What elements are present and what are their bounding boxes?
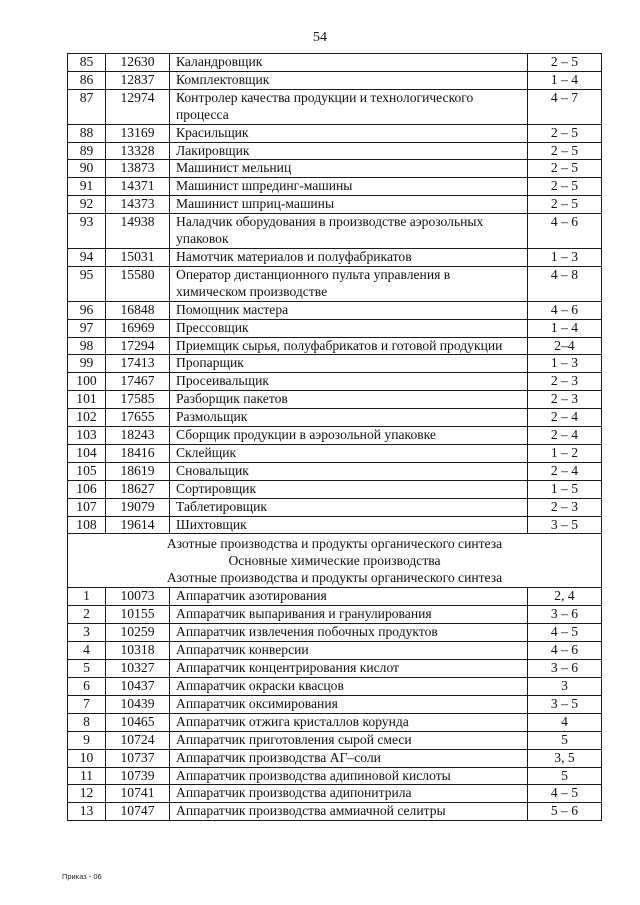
row-number: 4	[68, 642, 106, 660]
profession-code: 10318	[106, 642, 170, 660]
row-number: 11	[68, 767, 106, 785]
profession-code: 17413	[106, 355, 170, 373]
table-row	[68, 54, 602, 72]
profession-code: 18627	[106, 480, 170, 498]
grade-range: 4 – 6	[528, 214, 602, 249]
grade-range: 1 – 3	[528, 248, 602, 266]
profession-name: Сборщик продукции в аэрозольной упаковке	[170, 427, 528, 445]
grade-range: 3 – 5	[528, 695, 602, 713]
row-number: 5	[68, 660, 106, 678]
profession-name: Аппаратчик оксимирования	[170, 695, 528, 713]
profession-code: 19079	[106, 498, 170, 516]
row-number: 13	[68, 803, 106, 821]
table-row	[68, 624, 602, 642]
grade-range: 5 – 6	[528, 803, 602, 821]
professions-table	[67, 53, 602, 821]
grade-range: 2 – 5	[528, 160, 602, 178]
profession-code: 10439	[106, 695, 170, 713]
grade-range: 4 – 8	[528, 266, 602, 301]
profession-name: Оператор дистанционного пульта управления в химическом производстве	[170, 266, 528, 301]
row-number: 107	[68, 498, 106, 516]
profession-name: Просеивальщик	[170, 373, 528, 391]
profession-code: 10747	[106, 803, 170, 821]
grade-range: 3	[528, 678, 602, 696]
grade-range: 3 – 5	[528, 516, 602, 534]
grade-range: 1 – 4	[528, 71, 602, 89]
row-number: 104	[68, 444, 106, 462]
grade-range: 3, 5	[528, 749, 602, 767]
profession-name: Шихтовщик	[170, 516, 528, 534]
table-row	[68, 355, 602, 373]
row-number: 8	[68, 713, 106, 731]
profession-code: 13873	[106, 160, 170, 178]
profession-name: Машинист мельниц	[170, 160, 528, 178]
profession-code: 16848	[106, 301, 170, 319]
table-row	[68, 606, 602, 624]
table-row	[68, 516, 602, 534]
profession-name: Намотчик материалов и полуфабрикатов	[170, 248, 528, 266]
profession-code: 19614	[106, 516, 170, 534]
table-row	[68, 160, 602, 178]
table-row	[68, 142, 602, 160]
profession-name: Красильщик	[170, 124, 528, 142]
table-row	[68, 588, 602, 606]
profession-code: 10259	[106, 624, 170, 642]
profession-code: 15580	[106, 266, 170, 301]
profession-name: Аппаратчик производства адипиновой кислоты	[170, 767, 528, 785]
table-row	[68, 803, 602, 821]
profession-name: Приемщик сырья, полуфабрикатов и готовой продукции	[170, 337, 528, 355]
grade-range: 2–4	[528, 337, 602, 355]
section-header-cell	[68, 534, 602, 588]
profession-code: 17655	[106, 409, 170, 427]
table-row	[68, 89, 602, 124]
profession-code: 12837	[106, 71, 170, 89]
profession-code: 17467	[106, 373, 170, 391]
table-body-part2	[68, 588, 602, 821]
grade-range: 2 – 3	[528, 498, 602, 516]
grade-range: 2, 4	[528, 588, 602, 606]
row-number: 92	[68, 196, 106, 214]
profession-code: 18243	[106, 427, 170, 445]
table-row	[68, 642, 602, 660]
grade-range: 2 – 5	[528, 54, 602, 72]
row-number: 87	[68, 89, 106, 124]
profession-code: 10327	[106, 660, 170, 678]
profession-code: 17294	[106, 337, 170, 355]
profession-code: 12974	[106, 89, 170, 124]
grade-range: 4	[528, 713, 602, 731]
table-row	[68, 444, 602, 462]
profession-name: Прессовщик	[170, 319, 528, 337]
grade-range: 3 – 6	[528, 606, 602, 624]
row-number: 89	[68, 142, 106, 160]
profession-name: Разборщик пакетов	[170, 391, 528, 409]
table-row	[68, 462, 602, 480]
profession-code: 12630	[106, 54, 170, 72]
profession-name: Наладчик оборудования в производстве аэрозольных упаковок	[170, 214, 528, 249]
profession-name: Таблетировщик	[170, 498, 528, 516]
profession-name: Аппаратчик производства аммиачной селитры	[170, 803, 528, 821]
grade-range: 1 – 3	[528, 355, 602, 373]
row-number: 108	[68, 516, 106, 534]
grade-range: 4 – 6	[528, 642, 602, 660]
table-row	[68, 373, 602, 391]
row-number: 93	[68, 214, 106, 249]
profession-name: Аппаратчик выпаривания и гранулирования	[170, 606, 528, 624]
profession-name: Машинист шпрединг-машины	[170, 178, 528, 196]
profession-code: 18619	[106, 462, 170, 480]
grade-range: 4 – 5	[528, 624, 602, 642]
grade-range: 2 – 4	[528, 462, 602, 480]
row-number: 103	[68, 427, 106, 445]
profession-code: 10437	[106, 678, 170, 696]
row-number: 100	[68, 373, 106, 391]
profession-name: Аппаратчик извлечения побочных продуктов	[170, 624, 528, 642]
row-number: 94	[68, 248, 106, 266]
profession-name: Сортировщик	[170, 480, 528, 498]
row-number: 1	[68, 588, 106, 606]
row-number: 105	[68, 462, 106, 480]
grade-range: 1 – 2	[528, 444, 602, 462]
profession-code: 10739	[106, 767, 170, 785]
row-number: 99	[68, 355, 106, 373]
grade-range: 2 – 4	[528, 427, 602, 445]
profession-name: Размольщик	[170, 409, 528, 427]
table-row	[68, 124, 602, 142]
grade-range: 4 – 5	[528, 785, 602, 803]
table-row	[68, 695, 602, 713]
profession-code: 14371	[106, 178, 170, 196]
row-number: 86	[68, 71, 106, 89]
table-row	[68, 731, 602, 749]
row-number: 85	[68, 54, 106, 72]
profession-name: Помощник мастера	[170, 301, 528, 319]
profession-name: Аппаратчик конверсии	[170, 642, 528, 660]
table-row	[68, 749, 602, 767]
profession-code: 10724	[106, 731, 170, 749]
row-number: 2	[68, 606, 106, 624]
row-number: 9	[68, 731, 106, 749]
profession-name: Аппаратчик концентрирования кислот	[170, 660, 528, 678]
grade-range: 2 – 5	[528, 196, 602, 214]
page-number: 54	[313, 30, 327, 45]
profession-name: Комплектовщик	[170, 71, 528, 89]
row-number: 95	[68, 266, 106, 301]
table-row	[68, 498, 602, 516]
table-body-part1	[68, 54, 602, 534]
row-number: 88	[68, 124, 106, 142]
profession-name: Аппаратчик окраски квасцов	[170, 678, 528, 696]
profession-code: 10155	[106, 606, 170, 624]
profession-name: Контролер качества продукции и технологического процесса	[170, 89, 528, 124]
profession-code: 10741	[106, 785, 170, 803]
table-row	[68, 196, 602, 214]
profession-name: Машинист шприц-машины	[170, 196, 528, 214]
row-number: 97	[68, 319, 106, 337]
table-row	[68, 301, 602, 319]
profession-name: Сновальщик	[170, 462, 528, 480]
table-row	[68, 248, 602, 266]
grade-range: 4 – 6	[528, 301, 602, 319]
grade-range: 2 – 3	[528, 373, 602, 391]
grade-range: 3 – 6	[528, 660, 602, 678]
table-row	[68, 214, 602, 249]
table-row	[68, 713, 602, 731]
row-number: 3	[68, 624, 106, 642]
profession-name: Каландровщик	[170, 54, 528, 72]
table-row	[68, 427, 602, 445]
row-number: 90	[68, 160, 106, 178]
row-number: 98	[68, 337, 106, 355]
row-number: 10	[68, 749, 106, 767]
row-number: 102	[68, 409, 106, 427]
row-number: 91	[68, 178, 106, 196]
table-row	[68, 266, 602, 301]
profession-name: Аппаратчик приготовления сырой смеси	[170, 731, 528, 749]
grade-range: 5	[528, 731, 602, 749]
table-row	[68, 319, 602, 337]
row-number: 96	[68, 301, 106, 319]
table-row	[68, 480, 602, 498]
profession-code: 16969	[106, 319, 170, 337]
grade-range: 5	[528, 767, 602, 785]
table-row	[68, 767, 602, 785]
section-title-2: Основные химические производства	[228, 553, 441, 569]
table-row	[68, 391, 602, 409]
table-row	[68, 71, 602, 89]
grade-range: 2 – 3	[528, 391, 602, 409]
row-number: 12	[68, 785, 106, 803]
table-row	[68, 409, 602, 427]
profession-name: Аппаратчик производства адипонитрила	[170, 785, 528, 803]
section-title-1: Азотные производства и продукты органического синтеза	[166, 536, 503, 552]
footer-label: Приказ - 06	[62, 872, 102, 881]
row-number: 101	[68, 391, 106, 409]
grade-range: 2 – 5	[528, 142, 602, 160]
profession-name: Склейщик	[170, 444, 528, 462]
section-header-row	[68, 534, 602, 588]
profession-name: Аппаратчик производства АГ–соли	[170, 749, 528, 767]
table-row	[68, 178, 602, 196]
row-number: 106	[68, 480, 106, 498]
table-row	[68, 785, 602, 803]
profession-code: 14938	[106, 214, 170, 249]
profession-code: 13328	[106, 142, 170, 160]
profession-code: 15031	[106, 248, 170, 266]
profession-name: Лакировщик	[170, 142, 528, 160]
section-header	[68, 534, 602, 588]
section-title-3: Азотные производства и продукты органического синтеза	[166, 570, 503, 586]
profession-name: Аппаратчик отжига кристаллов корунда	[170, 713, 528, 731]
row-number: 6	[68, 678, 106, 696]
profession-code: 13169	[106, 124, 170, 142]
profession-code: 10465	[106, 713, 170, 731]
row-number: 7	[68, 695, 106, 713]
profession-name: Пропарщик	[170, 355, 528, 373]
profession-code: 10073	[106, 588, 170, 606]
grade-range: 2 – 5	[528, 124, 602, 142]
table-row	[68, 337, 602, 355]
grade-range: 2 – 4	[528, 409, 602, 427]
profession-name: Аппаратчик азотирования	[170, 588, 528, 606]
table-row	[68, 660, 602, 678]
grade-range: 4 – 7	[528, 89, 602, 124]
grade-range: 2 – 5	[528, 178, 602, 196]
profession-code: 10737	[106, 749, 170, 767]
table-row	[68, 678, 602, 696]
profession-code: 18416	[106, 444, 170, 462]
grade-range: 1 – 4	[528, 319, 602, 337]
grade-range: 1 – 5	[528, 480, 602, 498]
profession-code: 17585	[106, 391, 170, 409]
profession-code: 14373	[106, 196, 170, 214]
